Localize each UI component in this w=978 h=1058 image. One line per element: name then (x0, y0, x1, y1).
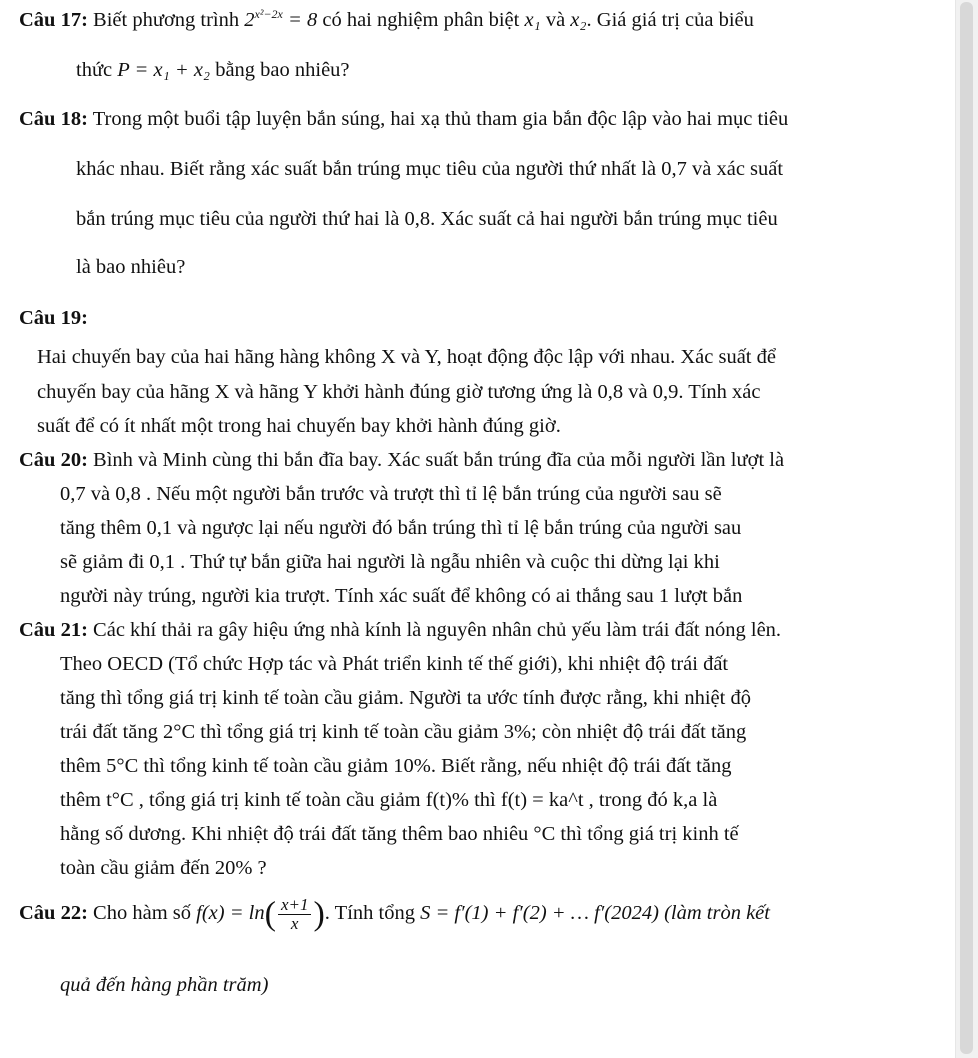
q21-line-2: Theo OECD (Tổ chức Hợp tác và Phát triển kinh tế thế giới), khi nhiệt độ trái đất (60, 653, 729, 675)
q18-line-2: khác nhau. Biết rằng xác suất bắn trúng mục tiêu của người thứ nhất là 0,7 và xác suất (76, 158, 784, 180)
q18-label: Câu 18: (19, 108, 88, 130)
q22-label: Câu 22: (19, 902, 88, 925)
q22-line-1: Câu 22: Cho hàm số f(x) = ln( $\frac{x+1}{x}$ ). Tính tổng S = f′(1) + f′(2) + … f′(2024) (làm tròn kết (19, 895, 770, 933)
q20-line-5: người này trúng, người kia trượt. Tính xác suất để không có ai thắng sau 1 lượt bắn (60, 585, 743, 607)
q17-expression: P = x₁ + x₂ (117, 59, 211, 81)
q18-line-4: là bao nhiêu? (76, 256, 186, 278)
q21-line-5: thêm 5°C thì tổng kinh tế toàn cầu giảm 10%. Biết rằng, nếu nhiệt độ trái đất tăng (60, 755, 732, 777)
q20-line-4: sẽ giảm đi 0,1 . Thứ tự bắn giữa hai người là ngẫu nhiên và cuộc thi dừng lại khi (60, 551, 720, 573)
q17-x1: x₁ (524, 9, 541, 31)
q20-label: Câu 20: (19, 449, 88, 471)
q17-text: Biết phương trình (93, 9, 240, 31)
q21-line-6: thêm t°C , tổng giá trị kinh tế toàn cầu giảm f(t)% thì f(t) = ka^t , trong đó k,a là (60, 789, 718, 811)
q22-line-2: quả đến hàng phần trăm) (60, 974, 269, 996)
q21-line-7: hằng số dương. Khi nhiệt độ trái đất tăng thêm bao nhiêu °C thì tổng giá trị kinh tế (60, 823, 739, 845)
q21-line-4: trái đất tăng 2°C thì tổng giá trị kinh tế toàn cầu giảm 3%; còn nhiệt độ trái đất tăng (60, 721, 747, 743)
q18-line-3: bắn trúng mục tiêu của người thứ hai là 0,8. Xác suất cả hai người bắn trúng mục tiêu (76, 208, 778, 230)
q21-line-8: toàn cầu giảm đến 20% ? (60, 857, 267, 879)
q22-function: f(x) = ln( $\frac{x+1}{x}$ ) (196, 895, 325, 933)
q21-label: Câu 21: (19, 619, 88, 641)
q17-x2: x₂ (570, 9, 587, 31)
q19-line-1: Hai chuyến bay của hai hãng hàng không X và Y, hoạt động độc lập với nhau. Xác suất để (37, 346, 776, 368)
q17-line-1: Câu 17: Biết phương trình $2^{x^2-2x} = 8$ có hai nghiệm phân biệt x₁ và x₂. Giá giá trị của biểu (19, 7, 754, 31)
q17-label: Câu 17: (19, 9, 88, 31)
q21-line-3: tăng thì tổng giá trị kinh tế toàn cầu giảm. Người ta ước tính được rằng, khi nhiệt độ (60, 687, 751, 709)
q17-equation: $2^{x^2-2x} = 8$ (244, 7, 318, 31)
q20-line-1: Câu 20: Bình và Minh cùng thi bắn đĩa bay. Xác suất bắn trúng đĩa của mỗi người lần lượt là (19, 449, 785, 471)
q20-line-3: tăng thêm 0,1 và ngược lại nếu người đó bắn trúng thì tỉ lệ bắn trúng của người sau (60, 517, 742, 539)
scrollbar-thumb[interactable] (960, 2, 973, 1054)
q22-sum: S = f′(1) + f′(2) + … f′(2024) (420, 902, 659, 925)
q17-line-2: thức P = x₁ + x₂ bằng bao nhiêu? (76, 59, 350, 81)
q19-line-3: suất để có ít nhất một trong hai chuyến bay khởi hành đúng giờ. (37, 415, 561, 437)
vertical-scrollbar[interactable] (955, 0, 978, 1058)
q18-line-1: Câu 18: Trong một buổi tập luyện bắn súng, hai xạ thủ tham gia bắn độc lập vào hai mục tiêu (19, 108, 789, 130)
q22-fraction: $\frac{x+1}{x}$ (278, 896, 312, 933)
q20-line-2: 0,7 và 0,8 . Nếu một người bắn trước và trượt thì tỉ lệ bắn trúng của người sau sẽ (60, 483, 722, 505)
q19-line-2: chuyến bay của hãng X và hãng Y khởi hành đúng giờ tương ứng là 0,8 và 0,9. Tính xác (37, 381, 761, 403)
q21-line-1: Câu 21: Các khí thải ra gây hiệu ứng nhà kính là nguyên nhân chủ yếu làm trái đất nóng lên. (19, 619, 782, 641)
q19-label: Câu 19: (19, 307, 88, 329)
